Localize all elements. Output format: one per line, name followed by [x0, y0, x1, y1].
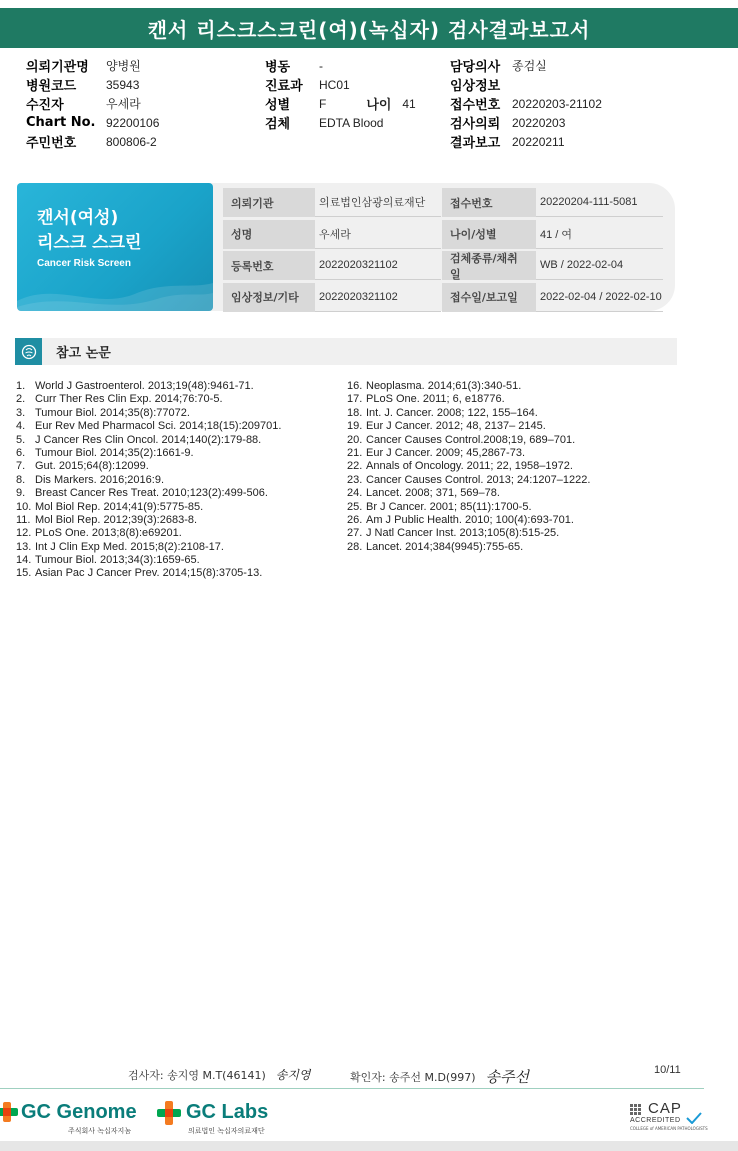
reference-text: Cancer Causes Control.2008;19, 689–701. [366, 433, 576, 446]
summary-info-value: 2022-02-04 / 2022-02-10 [536, 283, 663, 312]
cap-text: CAP [648, 1100, 682, 1117]
gc-labs-cross-icon [156, 1100, 182, 1126]
reference-text: World J Gastroenterol. 2013;19(48):9461-71. [35, 380, 254, 392]
summary-info-value: 2022020321102 [315, 283, 441, 312]
reference-item [16, 407, 281, 420]
header-field-label: 성별 [265, 98, 291, 113]
references-header [15, 338, 677, 365]
header-field [26, 113, 159, 132]
reference-text: PLoS One. 2013;8(8):e69201. [35, 527, 182, 540]
summary-info-key: 등록번호 [223, 251, 315, 280]
cap-accredited-logo [628, 1100, 708, 1136]
reference-text: Breast Cancer Res Treat. 2010;123(2):499-506. [35, 487, 268, 500]
header-field [450, 113, 602, 132]
reference-item [16, 487, 281, 500]
reference-number: 1. [16, 380, 26, 392]
header-field [265, 56, 416, 75]
summary-info-value: 2022020321102 [315, 251, 441, 280]
reference-text: Gut. 2015;64(8):12099. [35, 460, 149, 473]
header-field [26, 75, 159, 94]
reference-number: 11. [16, 513, 31, 526]
reference-item [16, 527, 281, 540]
reference-number: 5. [16, 433, 26, 446]
header-field-label: 병원코드 [26, 79, 77, 94]
reference-number: 17. [347, 393, 363, 406]
summary-info-key: 성명 [223, 220, 315, 249]
reference-item [16, 567, 281, 580]
reference-item [347, 487, 590, 500]
examiner-label: 검사자: 송지영 M.T(46141) [128, 1068, 266, 1082]
reference-text: Lancet. 2014;384(9945):755-65. [366, 540, 524, 553]
header-field-value: 20220211 [512, 134, 565, 149]
reference-number: 13. [16, 540, 32, 553]
checkmark-icon [686, 1112, 702, 1124]
age-value: 41 [402, 96, 416, 111]
reference-item [347, 541, 590, 554]
summary-info-row [223, 251, 663, 280]
header-field-value: 35943 [106, 77, 140, 92]
header-field-label: 결과보고 [450, 136, 501, 151]
reference-number: 18. [347, 406, 363, 419]
reference-text: Eur Rev Med Pharmacol Sci. 2014;18(15):209701. [35, 420, 282, 433]
header-field-value: 20220203 [512, 115, 566, 130]
reference-number: 22. [347, 460, 363, 473]
reference-text: Int. J. Cancer. 2008; 122, 155–164. [366, 406, 538, 419]
reference-item [347, 434, 590, 447]
header-field-label: 진료과 [265, 79, 303, 94]
header-field-label: 담당의사 [450, 60, 501, 75]
reference-number: 4. [16, 420, 26, 433]
reference-item [347, 380, 590, 393]
references-list-left [16, 380, 281, 581]
reference-item [347, 474, 590, 487]
header-field [450, 132, 602, 151]
header-field [450, 75, 602, 94]
reference-number: 6. [16, 446, 26, 459]
reference-text: Mol Biol Rep. 2014;41(9):5775-85. [35, 500, 204, 513]
reference-text: Lancet. 2008; 371, 569–78. [366, 487, 500, 500]
reference-text: Eur J Cancer. 2012; 48, 2137– 2145. [366, 420, 546, 433]
gc-labs-logo [156, 1100, 268, 1136]
header-field-label: 접수번호 [450, 98, 501, 113]
reference-item [347, 527, 590, 540]
summary-info-row [223, 220, 663, 249]
brand-title-line-2: 리스크 스크린 [37, 233, 142, 253]
header-column-3 [450, 56, 602, 151]
header-field-value: 우세라 [106, 97, 141, 111]
header-field-label: 병동 [265, 60, 291, 75]
reference-number: 2. [16, 393, 26, 406]
reference-item [16, 514, 281, 527]
gc-genome-name: GC Genome [21, 1101, 137, 1123]
gc-genome-subtitle: 주식회사 녹십자지놈 [68, 1127, 132, 1135]
reference-number: 9. [16, 487, 26, 500]
confirmer-label: 확인자: 송주선 M.D(997) [350, 1070, 476, 1084]
summary-info-key: 임상정보/기타 [223, 283, 315, 312]
header-field [26, 94, 159, 113]
brand-title-line-1: 캔서(여성) [37, 208, 119, 228]
patient-header [0, 56, 738, 151]
references-list-right [347, 380, 590, 554]
summary-info-row [223, 188, 663, 217]
header-field-value: 92200106 [106, 115, 160, 130]
reference-item [16, 554, 281, 567]
cap-college-text: COLLEGE of AMERICAN PATHOLOGISTS [630, 1126, 708, 1131]
reference-item [347, 447, 590, 460]
reference-item [16, 447, 281, 460]
gc-labs-name: GC Labs [186, 1101, 269, 1123]
header-field-label: 주민번호 [26, 136, 77, 151]
header-field-value: EDTA Blood [319, 115, 384, 130]
reference-text: J Natl Cancer Inst. 2013;105(8):515-25. [366, 527, 560, 540]
summary-info-key: 나이/성별 [442, 220, 536, 249]
header-field [265, 75, 416, 94]
header-field-value: F [319, 96, 327, 111]
summary-info-row [223, 283, 663, 312]
header-field-label: 임상정보 [450, 79, 501, 94]
cap-accredited-text: ACCREDITED [630, 1117, 681, 1124]
reference-number: 20. [347, 433, 363, 446]
brain-icon [15, 338, 42, 365]
reference-text: Int J Clin Exp Med. 2015;8(2):2108-17. [35, 540, 224, 553]
report-title: 캔서 리스크스크린(여)(녹십자) 검사결과보고서 [0, 8, 738, 48]
header-field [450, 94, 602, 113]
summary-info-key: 의뢰기관 [223, 188, 315, 217]
header-field [450, 56, 602, 75]
confirmer-signature: 송주선 [485, 1068, 529, 1086]
reference-item [16, 541, 281, 554]
reference-text: Am J Public Health. 2010; 100(4):693-701. [366, 513, 574, 526]
brand-wave-decoration [17, 271, 213, 311]
reference-text: Mol Biol Rep. 2012;39(3):2683-8. [35, 513, 198, 526]
footer-divider [0, 1088, 704, 1089]
reference-item [347, 460, 590, 473]
header-field [265, 113, 416, 132]
header-field-label: 검체 [265, 117, 291, 132]
header-field-label: 의뢰기관명 [26, 60, 89, 75]
header-field-value: 20220203-21102 [512, 96, 602, 111]
reference-number: 15. [16, 567, 32, 580]
reference-item [16, 460, 281, 473]
reference-number: 8. [16, 473, 26, 486]
reference-text: Asian Pac J Cancer Prev. 2014;15(8):3705-13. [35, 567, 263, 580]
reference-text: Cancer Causes Control. 2013; 24:1207–1222. [366, 473, 591, 486]
header-field-label: 검사의뢰 [450, 117, 501, 132]
header-column-1 [26, 56, 159, 151]
brand-panel [17, 183, 213, 311]
reference-item [16, 474, 281, 487]
reference-item [16, 434, 281, 447]
reference-number: 10. [16, 500, 32, 513]
reference-text: Dis Markers. 2016;2016:9. [35, 473, 165, 486]
references-title: 참고 논문 [56, 346, 111, 361]
reference-item [347, 420, 590, 433]
reference-text: PLoS One. 2011; 6, e18776. [366, 393, 505, 406]
examiner-signature-block [128, 1066, 311, 1083]
header-field-value: HC01 [319, 77, 350, 92]
reference-text: Tumour Biol. 2014;35(2):1661-9. [35, 446, 194, 459]
reference-text: Br J Cancer. 2001; 85(11):1700-5. [366, 500, 532, 513]
header-field-value: 800806-2 [106, 134, 157, 149]
reference-text: Tumour Biol. 2013;34(3):1659-65. [35, 554, 200, 567]
header-field-value: - [319, 58, 323, 73]
reference-item [16, 420, 281, 433]
summary-info-value: 의료법인삼광의료재단 [315, 188, 441, 217]
reference-number: 7. [16, 460, 26, 473]
reference-text: Tumour Biol. 2014;35(8):77072. [35, 406, 190, 419]
page-number: 10/11 [654, 1064, 681, 1076]
page-bottom-margin [0, 1141, 738, 1151]
reference-item [16, 393, 281, 406]
reference-number: 28. [347, 540, 363, 553]
summary-info-value: 우세라 [315, 220, 441, 249]
reference-number: 19. [347, 420, 363, 433]
summary-info-key: 접수번호 [442, 188, 536, 217]
reference-number: 14. [16, 554, 32, 567]
summary-info-value: 41 / 여 [536, 220, 663, 249]
reference-number: 27. [347, 527, 363, 540]
examiner-signature: 송지영 [275, 1068, 311, 1082]
reference-number: 16. [347, 380, 363, 392]
reference-number: 24. [347, 487, 363, 500]
summary-info-key: 접수일/보고일 [442, 283, 536, 312]
reference-number: 23. [347, 473, 363, 486]
reference-item [347, 514, 590, 527]
header-field-value: 양병원 [106, 59, 141, 73]
gc-cross-icon [0, 1100, 18, 1124]
cap-emblem-icon [628, 1102, 646, 1118]
reference-number: 12. [16, 527, 32, 540]
gc-genome-logo [0, 1100, 137, 1136]
header-field [265, 94, 416, 113]
reference-text: Neoplasma. 2014;61(3):340-51. [366, 380, 522, 392]
header-column-2 [265, 56, 416, 132]
reference-number: 21. [347, 446, 363, 459]
header-field-label: 수진자 [26, 98, 64, 113]
reference-text: Annals of Oncology. 2011; 22, 1958–1972. [366, 460, 573, 473]
reference-item [16, 501, 281, 514]
reference-number: 3. [16, 406, 26, 419]
summary-info-value: WB / 2022-02-04 [536, 251, 663, 280]
header-field-value: 종검실 [512, 59, 547, 73]
summary-info-value: 20220204-111-5081 [536, 188, 663, 217]
reference-number: 25. [347, 500, 363, 513]
reference-text: Curr Ther Res Clin Exp. 2014;76:70-5. [35, 393, 223, 406]
summary-info-key: 검체종류/채취일 [442, 251, 536, 280]
brand-english-title: Cancer Risk Screen [37, 258, 131, 269]
header-field [26, 132, 159, 151]
age-label: 나이 [366, 98, 392, 113]
header-field [26, 56, 159, 75]
reference-item [347, 501, 590, 514]
reference-text: J Cancer Res Clin Oncol. 2014;140(2):179-88. [35, 433, 262, 446]
reference-item [347, 407, 590, 420]
reference-item [16, 380, 281, 393]
reference-item [347, 393, 590, 406]
confirmer-signature-block [350, 1066, 529, 1087]
reference-number: 26. [347, 513, 363, 526]
reference-text: Eur J Cancer. 2009; 45,2867-73. [366, 446, 525, 459]
header-field-label: Chart No. [26, 115, 96, 130]
gc-labs-subtitle: 의료법인 녹십자의료재단 [188, 1127, 265, 1135]
